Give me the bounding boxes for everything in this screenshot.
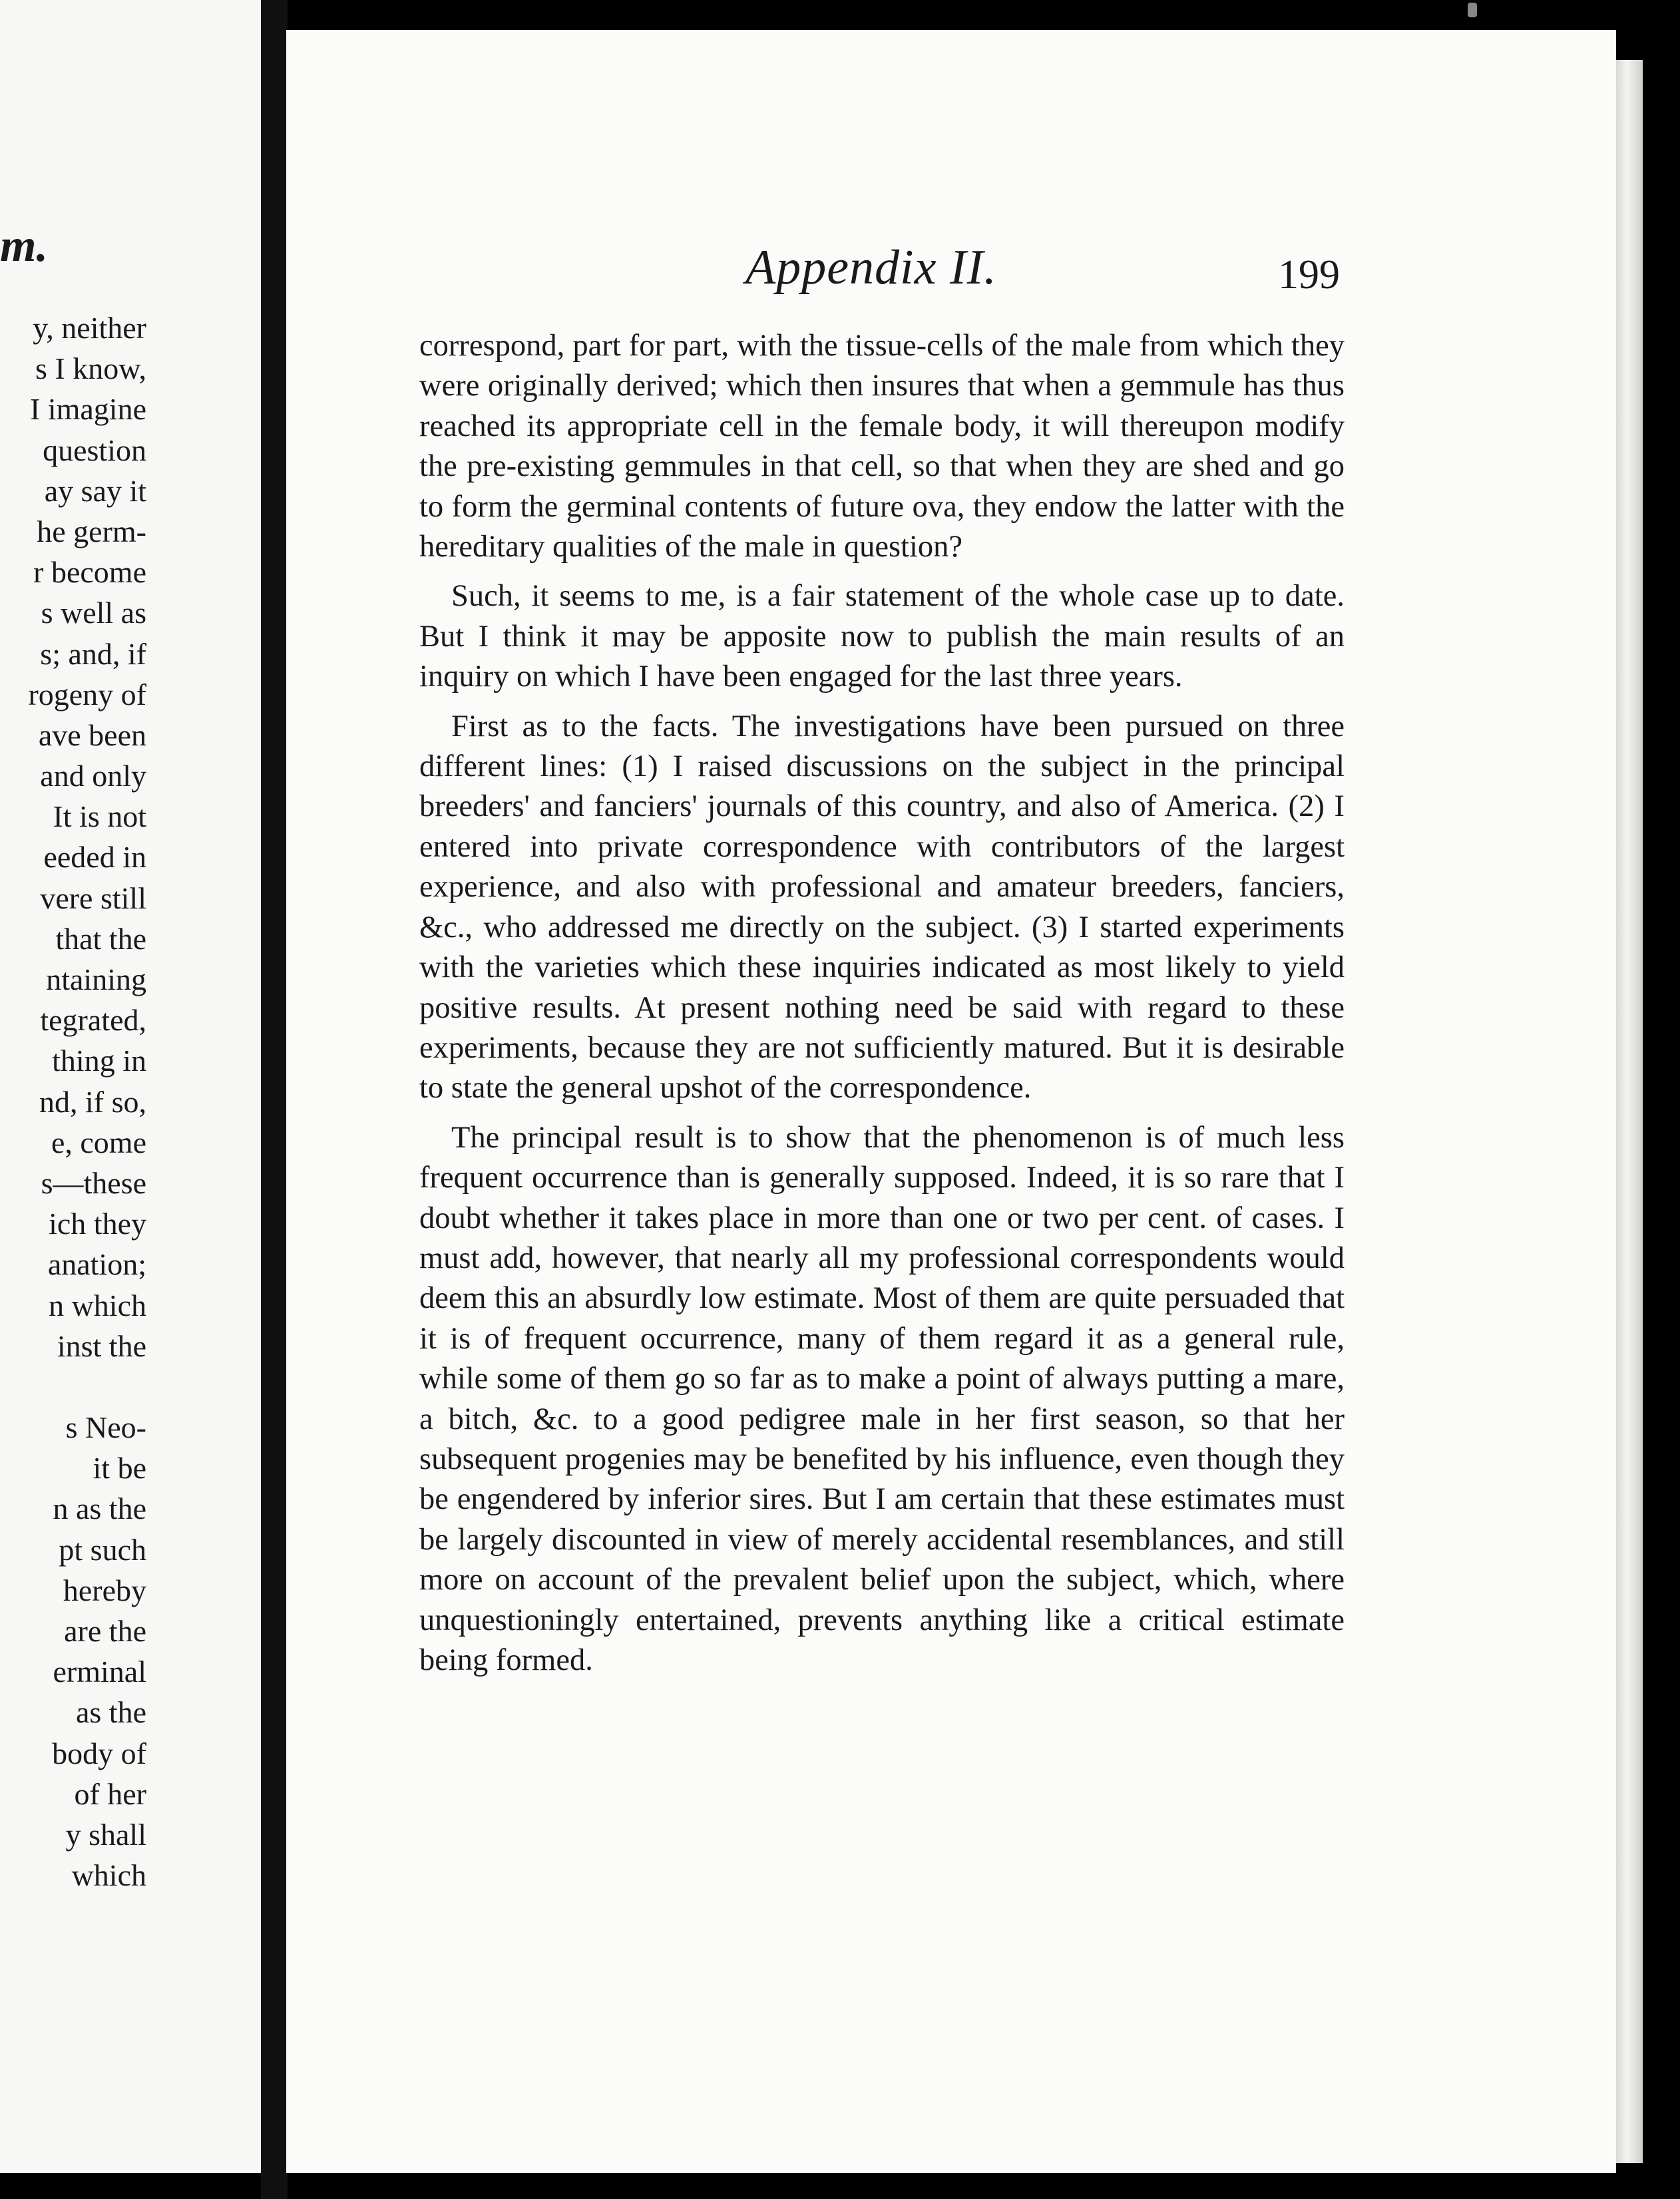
left-line: as the — [75, 1695, 146, 1730]
left-line: n as the — [53, 1492, 146, 1526]
left-line: pt such — [59, 1532, 146, 1567]
left-line: eeded in — [43, 840, 146, 875]
left-line: y, neither — [33, 311, 146, 345]
left-line: ave been — [38, 717, 146, 752]
left-line: body of — [52, 1736, 146, 1770]
left-page — [0, 0, 261, 2173]
left-line: s I know, — [35, 351, 146, 386]
left-line: hereby — [63, 1573, 146, 1607]
left-line: he germ- — [37, 514, 146, 548]
left-line: ay say it — [44, 473, 146, 508]
left-line: rogeny of — [28, 677, 146, 711]
left-line: y shall — [65, 1817, 146, 1852]
left-line: it be — [93, 1451, 146, 1486]
page-gutter — [261, 0, 288, 2199]
left-line: e, come — [51, 1125, 146, 1159]
left-line: ich they — [49, 1207, 146, 1241]
left-line: and only — [40, 759, 146, 793]
left-line: tegrated, — [40, 1003, 146, 1038]
left-line: which — [71, 1858, 146, 1893]
left-line: of her — [74, 1776, 146, 1811]
left-line: are the — [64, 1614, 146, 1648]
left-line: question — [43, 433, 146, 467]
left-line: that the — [55, 921, 146, 956]
left-line: s well as — [41, 596, 146, 630]
left-line: nd, if so, — [39, 1084, 146, 1119]
left-line: erminal — [53, 1655, 146, 1689]
left-line-blank — [0, 1366, 146, 1407]
scan-speck — [1468, 3, 1477, 17]
paragraph: The principal result is to show that the phenomenon is of much less frequent occurrence than is generally supposed. Indeed, it is so rare that I doubt whether it takes place in more than one or two per cent. of cases. I must add, however, that nearly all my professional correspondents would deem this an absurdly low estimate. Most of them are quite persuaded that it is of frequent occurrence, many of them regard it as a general rule, while some of them go so far as to make a point of always putting a mare, a bitch, &c. to a good pedigree male in her first season, so that her subsequent progenies may be benefited by his influence, even though they be engendered by inferior sires. But I am certain that these estimates must be largely discounted in view of merely accidental resemblances, and still more on account of the prevalent belief upon the subject, which, where unquestioningly entertained, prevents anything like a critical estimate being formed. — [419, 1120, 1345, 1677]
left-line: s Neo- — [65, 1410, 146, 1445]
left-line: anation; — [47, 1247, 146, 1282]
left-line: thing in — [52, 1044, 146, 1078]
left-line: inst the — [57, 1328, 146, 1363]
paragraph: First as to the facts. The investigations have been pursued on three different lines: (1) I raised discussions on the subject in the principal breeders' and fanciers' journals of this country, and also of America. (2) I entered into private correspondence with contributors of the largest experience, and also with professional and amateur breeders, fanciers, &c., who addressed me directly on the subject. (3) I started experiments with the varieties which these inquiries indicated as most likely to yield positive results. At present nothing need be said with regard to these experiments, because they are not sufficiently matured. But it is desirable to state the general upshot of the correspondence. — [419, 709, 1345, 1105]
running-head: Appendix II. — [745, 240, 997, 295]
left-line: ntaining — [46, 962, 146, 996]
page-number: 199 — [1278, 252, 1340, 298]
left-line: It is not — [53, 799, 146, 834]
left-line: s; and, if — [40, 636, 146, 671]
paragraph: Such, it seems to me, is a fair statement of the whole case up to date. But I think it may be apposite now to publish the main results of an inquiry on which I have been engaged for the last three years. — [419, 579, 1345, 694]
paragraph: correspond, part for part, with the tissue-cells of the male from which they were originally derived; which then insures that when a gemmule has thus reached its appropriate cell in the female body, it will thereupon modify the pre-existing gemmules in that cell, so that when they are shed and go to form the germinal contents of future ova, they endow the latter with the hereditary qualities of the male in question? — [419, 329, 1345, 564]
left-line: s—these — [41, 1165, 146, 1200]
left-page-text-column — [0, 307, 146, 1896]
left-line: n which — [49, 1288, 146, 1322]
page-edge — [1616, 60, 1643, 2163]
left-line: vere still — [40, 881, 146, 915]
body-text — [419, 326, 1345, 1690]
left-line: I imagine — [30, 392, 146, 427]
left-page-heading-fragment: m. — [0, 220, 48, 272]
left-line: r become — [33, 555, 146, 590]
